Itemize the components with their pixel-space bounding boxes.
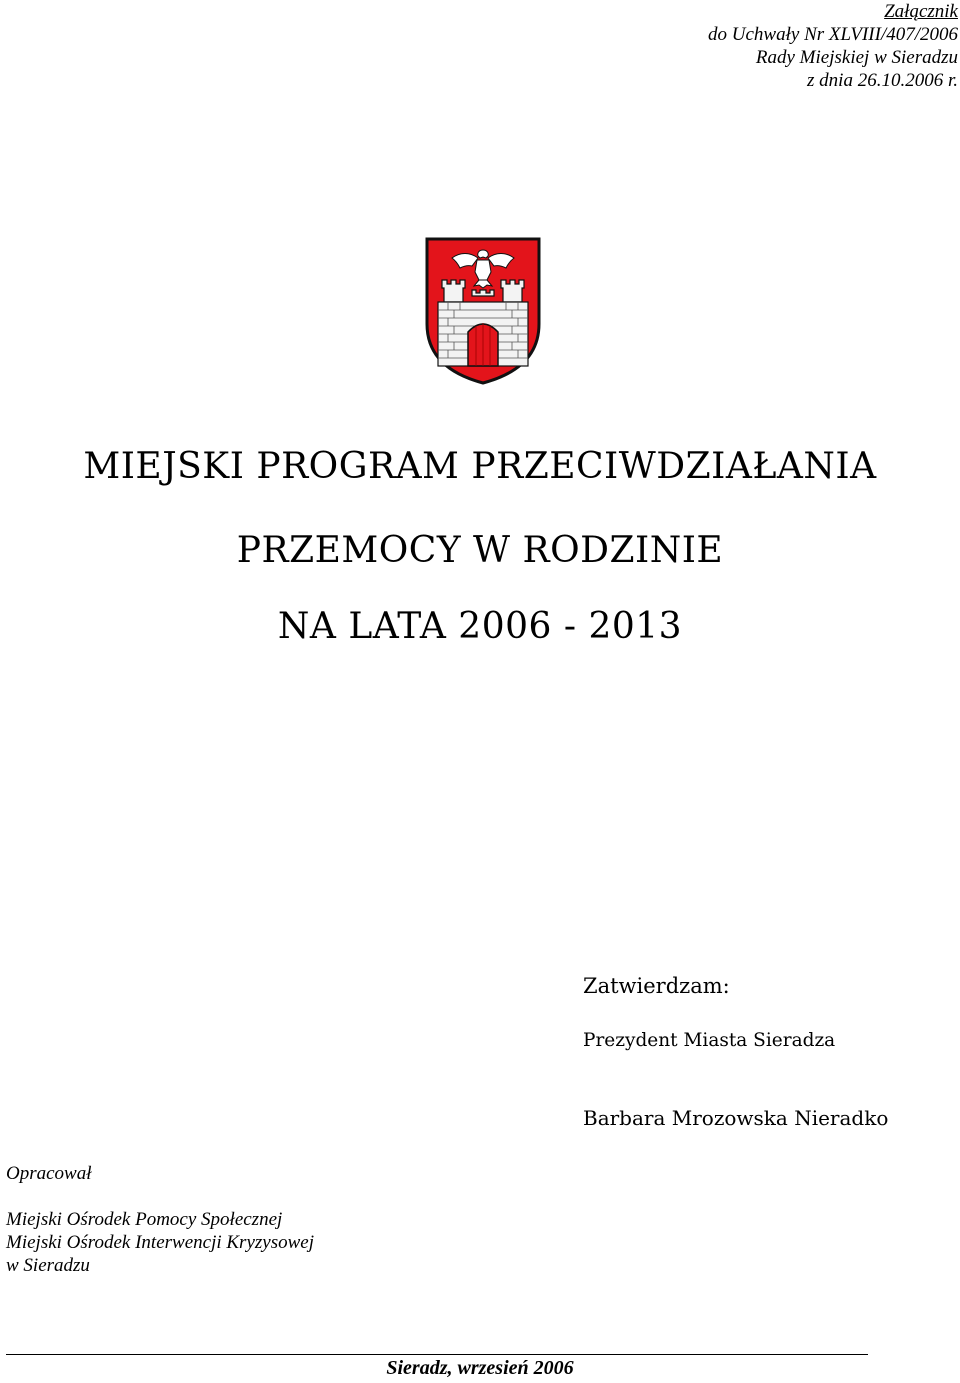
annex-council: Rady Miejskiej w Sieradzu [755,47,958,68]
title-line-2: PRZEMOCY W RODZINIE [236,530,724,571]
middle-turret [472,290,494,296]
title-line-1: MIEJSKI PROGRAM PRZECIWDZIAŁANIA [83,446,877,487]
prepared-by-organisations [6,1208,314,1277]
title-line-3: NA LATA 2006 - 2013 [277,606,683,647]
footer-place-date: Sieradz, wrzesień 2006 [386,1357,574,1379]
approval-role: Prezydent Miasta Sieradza [583,1030,836,1051]
city-coat-of-arms [424,236,542,386]
annex-block [708,0,958,92]
prepared-line: w Sieradzu [6,1255,90,1276]
prepared-line: Miejski Ośrodek Pomocy Społecznej [6,1209,283,1230]
footer-rule [6,1354,868,1355]
left-tower [442,280,465,302]
approval-name: Barbara Mrozowska Nieradko [583,1106,889,1130]
approval-heading: Zatwierdzam: [583,974,730,998]
annex-date: z dnia 26.10.2006 r. [807,70,958,91]
annex-label: Załącznik [884,1,958,22]
annex-resolution: do Uchwały Nr XLVIII/407/2006 [708,24,958,45]
right-tower [501,280,524,302]
prepared-by-label: Opracował [6,1163,92,1184]
prepared-line: Miejski Ośrodek Interwencji Kryzysowej [6,1232,314,1253]
